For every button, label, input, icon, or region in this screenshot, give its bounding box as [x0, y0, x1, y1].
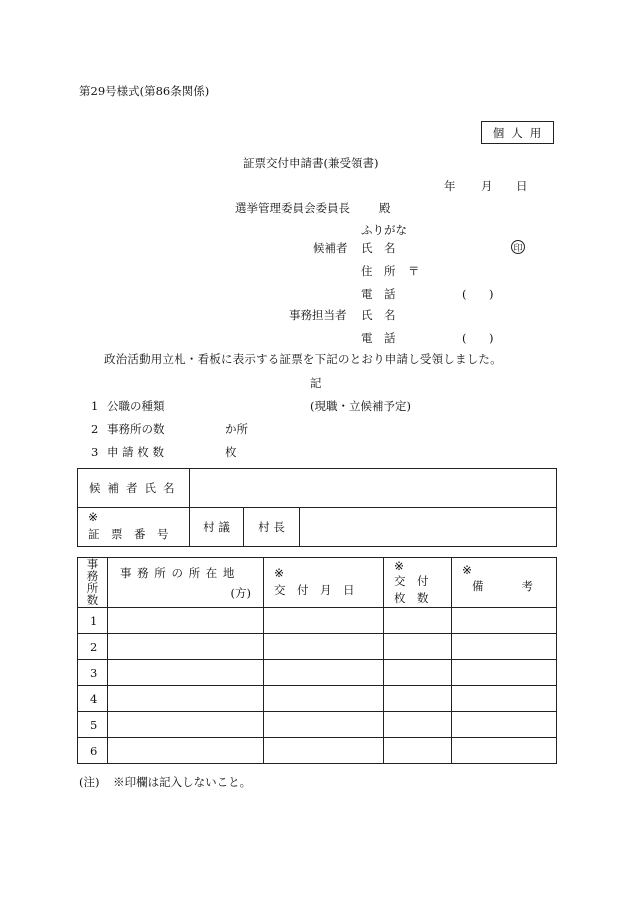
- furigana-label: ふりがな: [361, 223, 407, 237]
- staff-phone-paren-close: ): [489, 331, 494, 345]
- cert-number-cell[interactable]: [300, 508, 557, 547]
- delivery-count-cell[interactable]: [384, 686, 452, 712]
- delivery-date-cell[interactable]: [264, 686, 384, 712]
- office-location-label: 事 務 所 の 所 在 地: [120, 566, 236, 580]
- office-location-cell[interactable]: [108, 738, 264, 764]
- candidate-label: 候補者: [313, 241, 348, 255]
- item-number: 1: [91, 399, 99, 413]
- document-title: 証票交付申請書(兼受領書): [243, 156, 379, 170]
- office-location-cell[interactable]: [108, 712, 264, 738]
- ki-label: 記: [310, 376, 322, 390]
- delivery-date-cell[interactable]: [264, 608, 384, 634]
- table-row: [78, 738, 557, 764]
- delivery-count-cell[interactable]: [384, 660, 452, 686]
- office-location-cell[interactable]: [108, 608, 264, 634]
- footnote-text: ※印欄は記入しないこと。: [113, 775, 252, 789]
- office-unit-label: (方): [230, 586, 251, 601]
- remarks-cell[interactable]: [452, 712, 557, 738]
- addressee-name: 選挙管理委員会委員長: [235, 201, 350, 215]
- table-row: [78, 660, 557, 686]
- row-number: 6: [78, 738, 108, 764]
- office-use-mark: ※: [462, 563, 473, 577]
- staff-name-label: 氏 名: [361, 308, 396, 322]
- remarks-cell[interactable]: [452, 634, 557, 660]
- personal-use-badge: 個人用: [481, 121, 554, 144]
- item-text: 公職の種類: [107, 399, 165, 413]
- item-number: 3: [91, 445, 99, 459]
- candidate-address-label: 住 所: [361, 264, 396, 278]
- office-use-mark: ※: [274, 566, 285, 581]
- cert-number-label: 証 票 番 号: [88, 526, 169, 541]
- office-table: [77, 557, 557, 764]
- delivery-date-cell[interactable]: [264, 660, 384, 686]
- delivery-date-cell[interactable]: [264, 712, 384, 738]
- candidate-phone-label: 電 話: [361, 287, 396, 301]
- delivery-date-cell[interactable]: [264, 634, 384, 660]
- candidate-name-header: [78, 469, 190, 508]
- remarks-cell[interactable]: [452, 738, 557, 764]
- table-row: [78, 608, 557, 634]
- office-count-label: 事務所数: [86, 557, 99, 608]
- form-number: 第29号様式(第86条関係): [79, 84, 210, 98]
- remarks-cell[interactable]: [452, 660, 557, 686]
- delivery-count-header: [384, 558, 452, 608]
- candidate-phone-paren-close: ): [489, 287, 494, 301]
- office-location-cell[interactable]: [108, 634, 264, 660]
- candidate-phone-paren-open: (: [462, 287, 467, 301]
- item-note: (現職・立候補予定): [310, 399, 411, 413]
- addressee-honorific: 殿: [379, 201, 391, 215]
- row-number: 5: [78, 712, 108, 738]
- village-head-cell: [244, 508, 300, 547]
- postal-mark: 〒: [408, 264, 420, 278]
- date-day-label: 日: [516, 179, 528, 193]
- application-statement: 政治活動用立札・看板に表示する証票を下記のとおり申請し受領しました。: [104, 352, 502, 366]
- remarks-cell[interactable]: [452, 686, 557, 712]
- row-number: 2: [78, 634, 108, 660]
- row-number: 3: [78, 660, 108, 686]
- village-council-cell: [190, 508, 244, 547]
- cert-number-header: [78, 508, 190, 547]
- delivery-date-label: 交 付 月 日: [274, 583, 355, 598]
- seal-mark: 印: [511, 240, 525, 254]
- delivery-count-cell[interactable]: [384, 634, 452, 660]
- delivery-date-cell[interactable]: [264, 738, 384, 764]
- date-month-label: 月: [481, 179, 493, 193]
- item-unit: 枚: [225, 445, 237, 459]
- row-number: 1: [78, 608, 108, 634]
- candidate-name-cell[interactable]: [190, 469, 557, 508]
- remarks-cell[interactable]: [452, 608, 557, 634]
- table-row: [78, 634, 557, 660]
- item-number: 2: [91, 422, 99, 436]
- staff-phone-label: 電 話: [361, 331, 396, 345]
- row-number: 4: [78, 686, 108, 712]
- delivery-count-label-bottom: 枚 数: [394, 590, 429, 605]
- office-use-mark: ※: [88, 509, 99, 524]
- table-row: [78, 686, 557, 712]
- office-location-cell[interactable]: [108, 660, 264, 686]
- remarks-label-left: 備: [472, 579, 484, 593]
- item-text: 事務所の数: [107, 422, 165, 436]
- footnote: [79, 777, 251, 789]
- office-count-header: [78, 558, 108, 608]
- table-row: [78, 712, 557, 738]
- candidate-info-table: [77, 468, 557, 547]
- delivery-count-cell[interactable]: [384, 738, 452, 764]
- delivery-date-header: [264, 558, 384, 608]
- remarks-label-right: 考: [521, 579, 533, 593]
- office-use-mark: ※: [394, 558, 405, 573]
- item-text: 申 請 枚 数: [107, 445, 164, 459]
- remarks-header: [452, 558, 557, 608]
- office-location-cell[interactable]: [108, 686, 264, 712]
- footnote-prefix: (注): [79, 775, 100, 789]
- delivery-count-cell[interactable]: [384, 712, 452, 738]
- village-head-label: 村 長: [258, 520, 285, 534]
- staff-phone-paren-open: (: [462, 331, 467, 345]
- staff-label: 事務担当者: [289, 308, 347, 322]
- candidate-name-label: 氏 名: [361, 241, 396, 255]
- candidate-name-label: 候補者氏名: [89, 481, 182, 495]
- delivery-count-cell[interactable]: [384, 608, 452, 634]
- office-location-header: [108, 558, 264, 608]
- item-unit: か所: [225, 422, 248, 436]
- village-council-label: 村 議: [203, 520, 230, 534]
- delivery-count-label-top: 交 付: [394, 573, 429, 588]
- date-year-label: 年: [444, 179, 456, 193]
